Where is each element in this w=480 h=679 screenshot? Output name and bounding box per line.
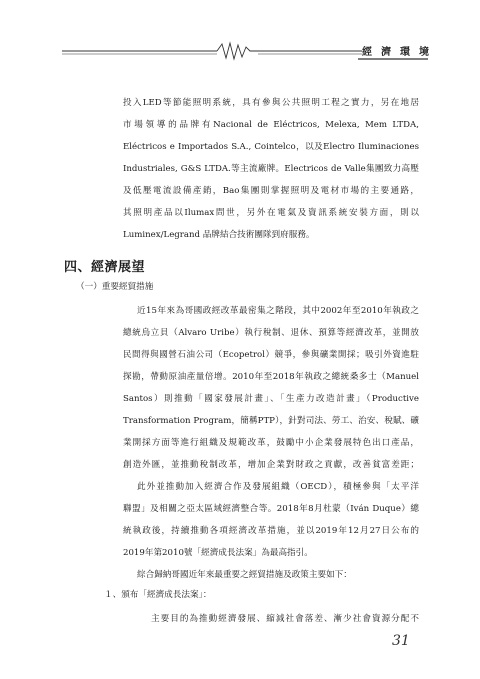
subsection-heading: （一）重要經貿措施 <box>76 282 154 292</box>
intro-line: Luminex/Legrand 品牌結合技術團隊到府服務。 <box>123 230 315 240</box>
paragraph-line: 創造外匯，並推動稅制改革，增加企業對財政之貢獻，改善貧富差距； <box>123 460 419 470</box>
paragraph-line: Santos）則推動「國家發展計畫」、「生產力改造計畫」（Productive <box>123 394 419 404</box>
intro-line: 市場領導的品牌有Nacional de Eléctricos, Melexa, Mem LTDA, <box>123 120 419 130</box>
paragraph-line: Transformation Program，簡稱PTP），針對司法、勞工、治安、稅賦、礦 <box>123 416 419 426</box>
intro-line: Industriales, G&S LTDA.等主流廠牌。Electricos de Valle集團致力高壓 <box>123 164 419 174</box>
intro-line: 投入LED等節能照明系統，具有參與公共照明工程之實力，另在地居 <box>123 98 419 108</box>
intro-line: 及低壓電流設備產銷，Bao集團則掌握照明及電材市場的主要通路， <box>123 186 419 196</box>
item-heading: １、頒布「經濟成長法案」： <box>104 590 212 600</box>
paragraph-line: 統執政後，持續推動各項經濟改革措施，並以2019年12月27日公布的 <box>123 526 419 536</box>
intro-line: 其照明產品以Ilumax問世，另外在電氣及資訊系統安裝方面，則以 <box>123 208 419 218</box>
paragraph-line: 民間得與國營石油公司（Ecopetrol）競爭，參與礦業開採；吸引外資進駐 <box>123 350 419 360</box>
paragraph-line: 主要目的為推動經濟發展、縮減社會落差、漸少社會資源分配不 <box>151 614 419 624</box>
paragraph-line: 總統烏立貝（Alvaro Uribe）執行稅制、退休、預算等經濟改革，並開放 <box>123 328 419 338</box>
paragraph-line: 此外並推動加入經濟合作及發展組織（OECD），積極參與「太平洋 <box>137 482 419 492</box>
header-title: 經濟環境 <box>362 47 438 58</box>
page-number: 31 <box>392 633 410 649</box>
paragraph-line: 近15年來為哥國政經改革最密集之階段，其中2002年至2010年執政之 <box>137 306 419 316</box>
intro-line: Eléctricos e Importados S.A., Cointelco，以及Electro Iluminaciones <box>123 142 419 152</box>
paragraph-line: 聯盟」及相關之亞太區域經濟整合等。2018年8月杜蒙（Iván Duque）總 <box>123 504 419 514</box>
paragraph-line: 綜合歸納哥國近年來最重要之經貿措施及政策主要如下： <box>137 570 352 580</box>
paragraph-line: 探勘，帶動原油產量倍增。2010年至2018年執政之總統桑多士（Manuel <box>123 372 419 382</box>
paragraph-line: 2019年第2010號「經濟成長法案」為最高指引。 <box>123 548 313 558</box>
section-heading: 四、經濟展望 <box>64 260 146 275</box>
paragraph-line: 業開採方面等進行組織及規範改革，鼓勵中小企業發展特色出口產品， <box>123 438 419 448</box>
running-header <box>62 40 438 62</box>
